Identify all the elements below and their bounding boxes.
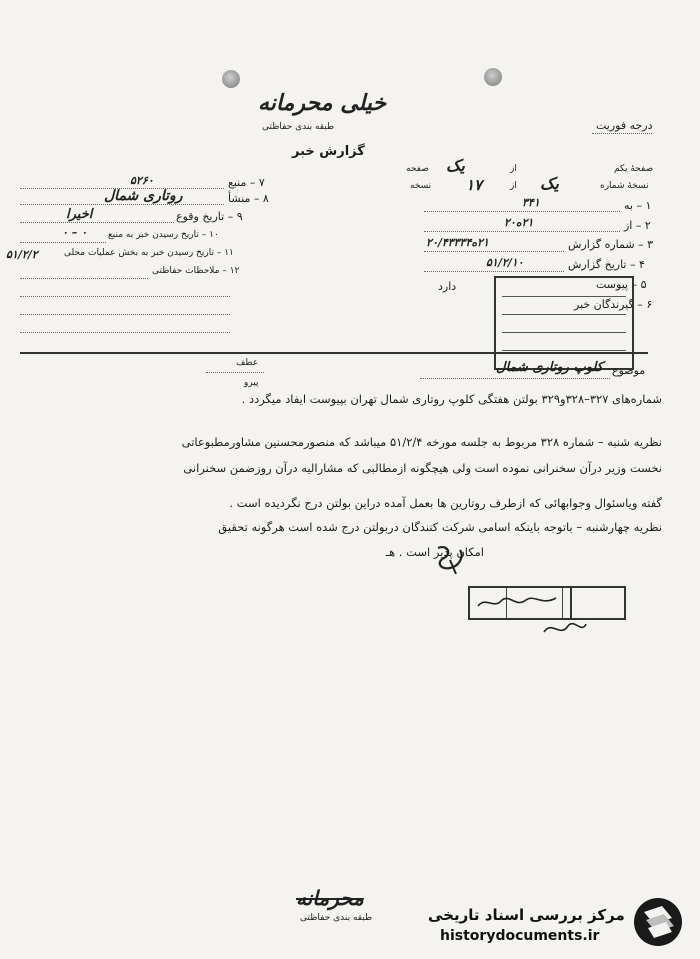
source-value: ۵۲۶۰: [130, 174, 154, 187]
event-date-value: اخیرا: [66, 207, 93, 222]
attachment-note: عطف: [236, 358, 259, 368]
to-value: ۳۴۱: [522, 196, 540, 209]
event-date-label: ۹ – تاریخ وقوع: [176, 210, 243, 223]
registration-stamp: [494, 276, 634, 370]
punch-hole-right: [484, 68, 502, 86]
notes-label: ۱۲ – ملاحظات حفاظتی: [152, 266, 240, 276]
handwritten-mark: [540, 614, 590, 644]
page-from-value: یک: [446, 156, 465, 175]
copy-from: از: [510, 181, 517, 191]
report-no-label: ۳ – شماره گزارش: [568, 238, 654, 251]
to-label: ۱ – به: [624, 199, 652, 212]
received-ops-value: ۵۱/۲/۲: [6, 248, 38, 261]
source-label: ۷ – منبع: [228, 176, 265, 189]
logo-text: مرکز بررسی اسناد تاریخی: [428, 906, 625, 924]
report-date-label: ۴ – تاریخ گزارش: [568, 258, 645, 271]
body-line-3: نخست وزیر درآن سخنرانی نموده است ولی هیچگونه ازمطالبی که مشارالیه درآن روزضمن سخنرانی: [183, 461, 662, 475]
body-line-4: گفته ویاسئوال وجوابهائی که ازطرف روتارین ها بعمل آمده دراین بولتن درج نگردیده است .: [229, 496, 662, 510]
archive-logo-icon: [632, 896, 684, 948]
page-label: صفحهٔ یکم: [614, 164, 654, 174]
signature-mark: [430, 540, 470, 580]
report-title: گزارش خبر: [292, 144, 365, 159]
body-line-5: نظریه چهارشنبه – باتوجه باینکه اسامی شرکت کنندگان دربولتن درج شده است هرگونه تحقیق: [218, 520, 662, 534]
copy-label: نسخهٔ شماره: [600, 181, 649, 191]
attach-value: دارد: [438, 280, 457, 293]
body-line-1: شماره‌های ۳۲۷–۳۲۸و۳۲۹ بولتن هفتگی کلوپ روتاری شمال تهران بپیوست ایفاد میگردد .: [241, 392, 662, 406]
logo-url: historydocuments.ir: [440, 928, 600, 944]
copy-total: ۱۷: [466, 176, 483, 194]
page-unit: صفحه: [406, 164, 429, 174]
punch-hole-left: [222, 70, 240, 88]
priority-label: درجه فوریت: [596, 119, 653, 132]
subject-value: کلوپ روتاری شمال: [496, 360, 603, 375]
report-no-value: ۲۱ه۲۰/۴۳۳۳۴: [426, 236, 489, 249]
copy-unit: نسخه: [410, 181, 432, 191]
attach-label: ۵ – پیوست: [596, 278, 647, 291]
body-line-2: نظریه شنبه – شماره ۳۲۸ مربوط به جلسه مورخه ۵۱/۲/۴ میباشد که منصورمحسنین مشاورمطبوعاتی: [181, 435, 662, 449]
origin-label: ۸ – منشأ: [228, 192, 269, 205]
copy-value: یک: [540, 174, 559, 193]
separator-line: [20, 352, 648, 354]
recipients-label: ۶ – گیرندگان خبر: [574, 298, 653, 311]
from-label: ۲ – از: [624, 219, 651, 232]
received-source-value: ۰ – ۰: [62, 226, 88, 239]
classification-label: طبقه بندی حفاظتی: [262, 122, 335, 132]
received-source-label: ۱۰ – تاریخ رسیدن خبر به منبع: [108, 230, 219, 240]
from-value: ۲۱ه۲۰: [504, 216, 534, 229]
subject-label: موضوع: [612, 364, 646, 377]
body-line-6: امکان پذیر است . هـ: [385, 545, 484, 559]
footer-classification-handwritten: محرمانه: [296, 886, 364, 910]
classification-handwritten: خیلی محرمانه: [258, 90, 387, 116]
footer-classification-label: طبقه بندی حفاظتی: [300, 913, 373, 923]
page-from: از: [510, 164, 517, 174]
followup-note: پیرو: [244, 378, 259, 388]
received-ops-label: ۱۱ – تاریخ رسیدن خبر به بخش عملیات محلی: [64, 248, 234, 258]
origin-value: روتاری شمال: [104, 188, 183, 204]
report-date-value: ۵۱/۲/۱۰: [486, 256, 524, 269]
